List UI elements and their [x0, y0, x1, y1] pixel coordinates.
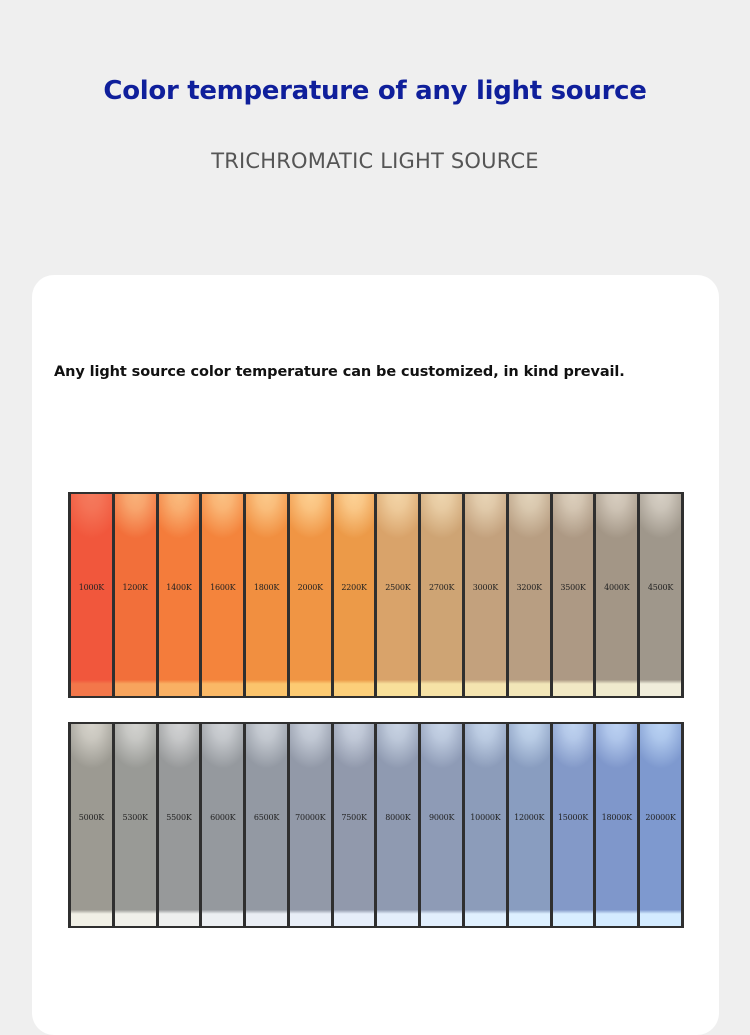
color-swatch	[465, 494, 506, 696]
swatch-label: 2200K	[341, 583, 367, 592]
swatch-label: 7500K	[341, 813, 367, 822]
swatch-label: 2000K	[297, 583, 323, 592]
swatch-label: 5000K	[78, 813, 105, 822]
swatch-label: 5500K	[166, 813, 192, 822]
color-swatch	[421, 494, 462, 696]
swatch-label: 1200K	[122, 583, 148, 592]
color-temperature-strip-cool	[68, 722, 684, 928]
swatch-label: 3200K	[516, 583, 542, 592]
page-subtitle: TRICHROMATIC LIGHT SOURCE	[211, 149, 539, 173]
color-swatch	[71, 494, 112, 696]
color-swatch	[334, 494, 375, 696]
swatch-label: 70000K	[295, 813, 326, 822]
color-swatch	[553, 724, 594, 926]
color-swatch	[596, 494, 637, 696]
color-swatch	[509, 724, 550, 926]
color-swatch	[202, 494, 243, 696]
color-swatch	[465, 724, 506, 926]
swatch-label: 4500K	[647, 583, 674, 592]
color-swatch	[640, 494, 681, 696]
swatch-label: 1800K	[253, 583, 280, 592]
swatch-label: 2500K	[385, 583, 411, 592]
card-caption: Any light source color temperature can be customized, in kind prevail.	[54, 364, 625, 380]
color-swatch	[71, 724, 112, 926]
swatch-label: 3000K	[472, 583, 499, 592]
color-swatch	[377, 494, 418, 696]
color-swatch	[421, 724, 462, 926]
swatch-label: 6000K	[210, 813, 236, 822]
color-swatch	[159, 724, 200, 926]
color-swatch	[115, 724, 156, 926]
color-swatch	[509, 494, 550, 696]
color-swatch	[596, 724, 637, 926]
swatch-label: 10000K	[470, 813, 501, 822]
color-swatch	[159, 494, 200, 696]
swatch-label: 15000K	[557, 813, 589, 822]
swatch-label: 6500K	[253, 813, 280, 822]
color-swatch	[246, 724, 287, 926]
swatch-label: 20000K	[645, 813, 676, 822]
swatch-label: 1400K	[166, 583, 192, 592]
swatch-label: 12000K	[514, 813, 545, 822]
color-swatch	[553, 494, 594, 696]
color-swatch	[202, 724, 243, 926]
swatch-label: 18000K	[601, 813, 632, 822]
color-temperature-strip-warm	[68, 492, 684, 698]
swatch-label: 9000K	[428, 813, 455, 822]
color-swatch	[334, 724, 375, 926]
color-swatch	[290, 724, 331, 926]
swatch-label: 1600K	[210, 583, 236, 592]
color-swatch	[115, 494, 156, 696]
page-title: Color temperature of any light source	[103, 76, 647, 106]
swatch-label: 8000K	[385, 813, 411, 822]
swatch-label: 5300K	[122, 813, 148, 822]
color-swatch	[290, 494, 331, 696]
color-swatch	[246, 494, 287, 696]
color-swatch	[640, 724, 681, 926]
swatch-label: 2700K	[428, 583, 455, 592]
swatch-label: 4000K	[604, 583, 630, 592]
color-swatch	[377, 724, 418, 926]
swatch-label: 1000K	[78, 583, 105, 592]
swatch-label: 3500K	[560, 583, 586, 592]
